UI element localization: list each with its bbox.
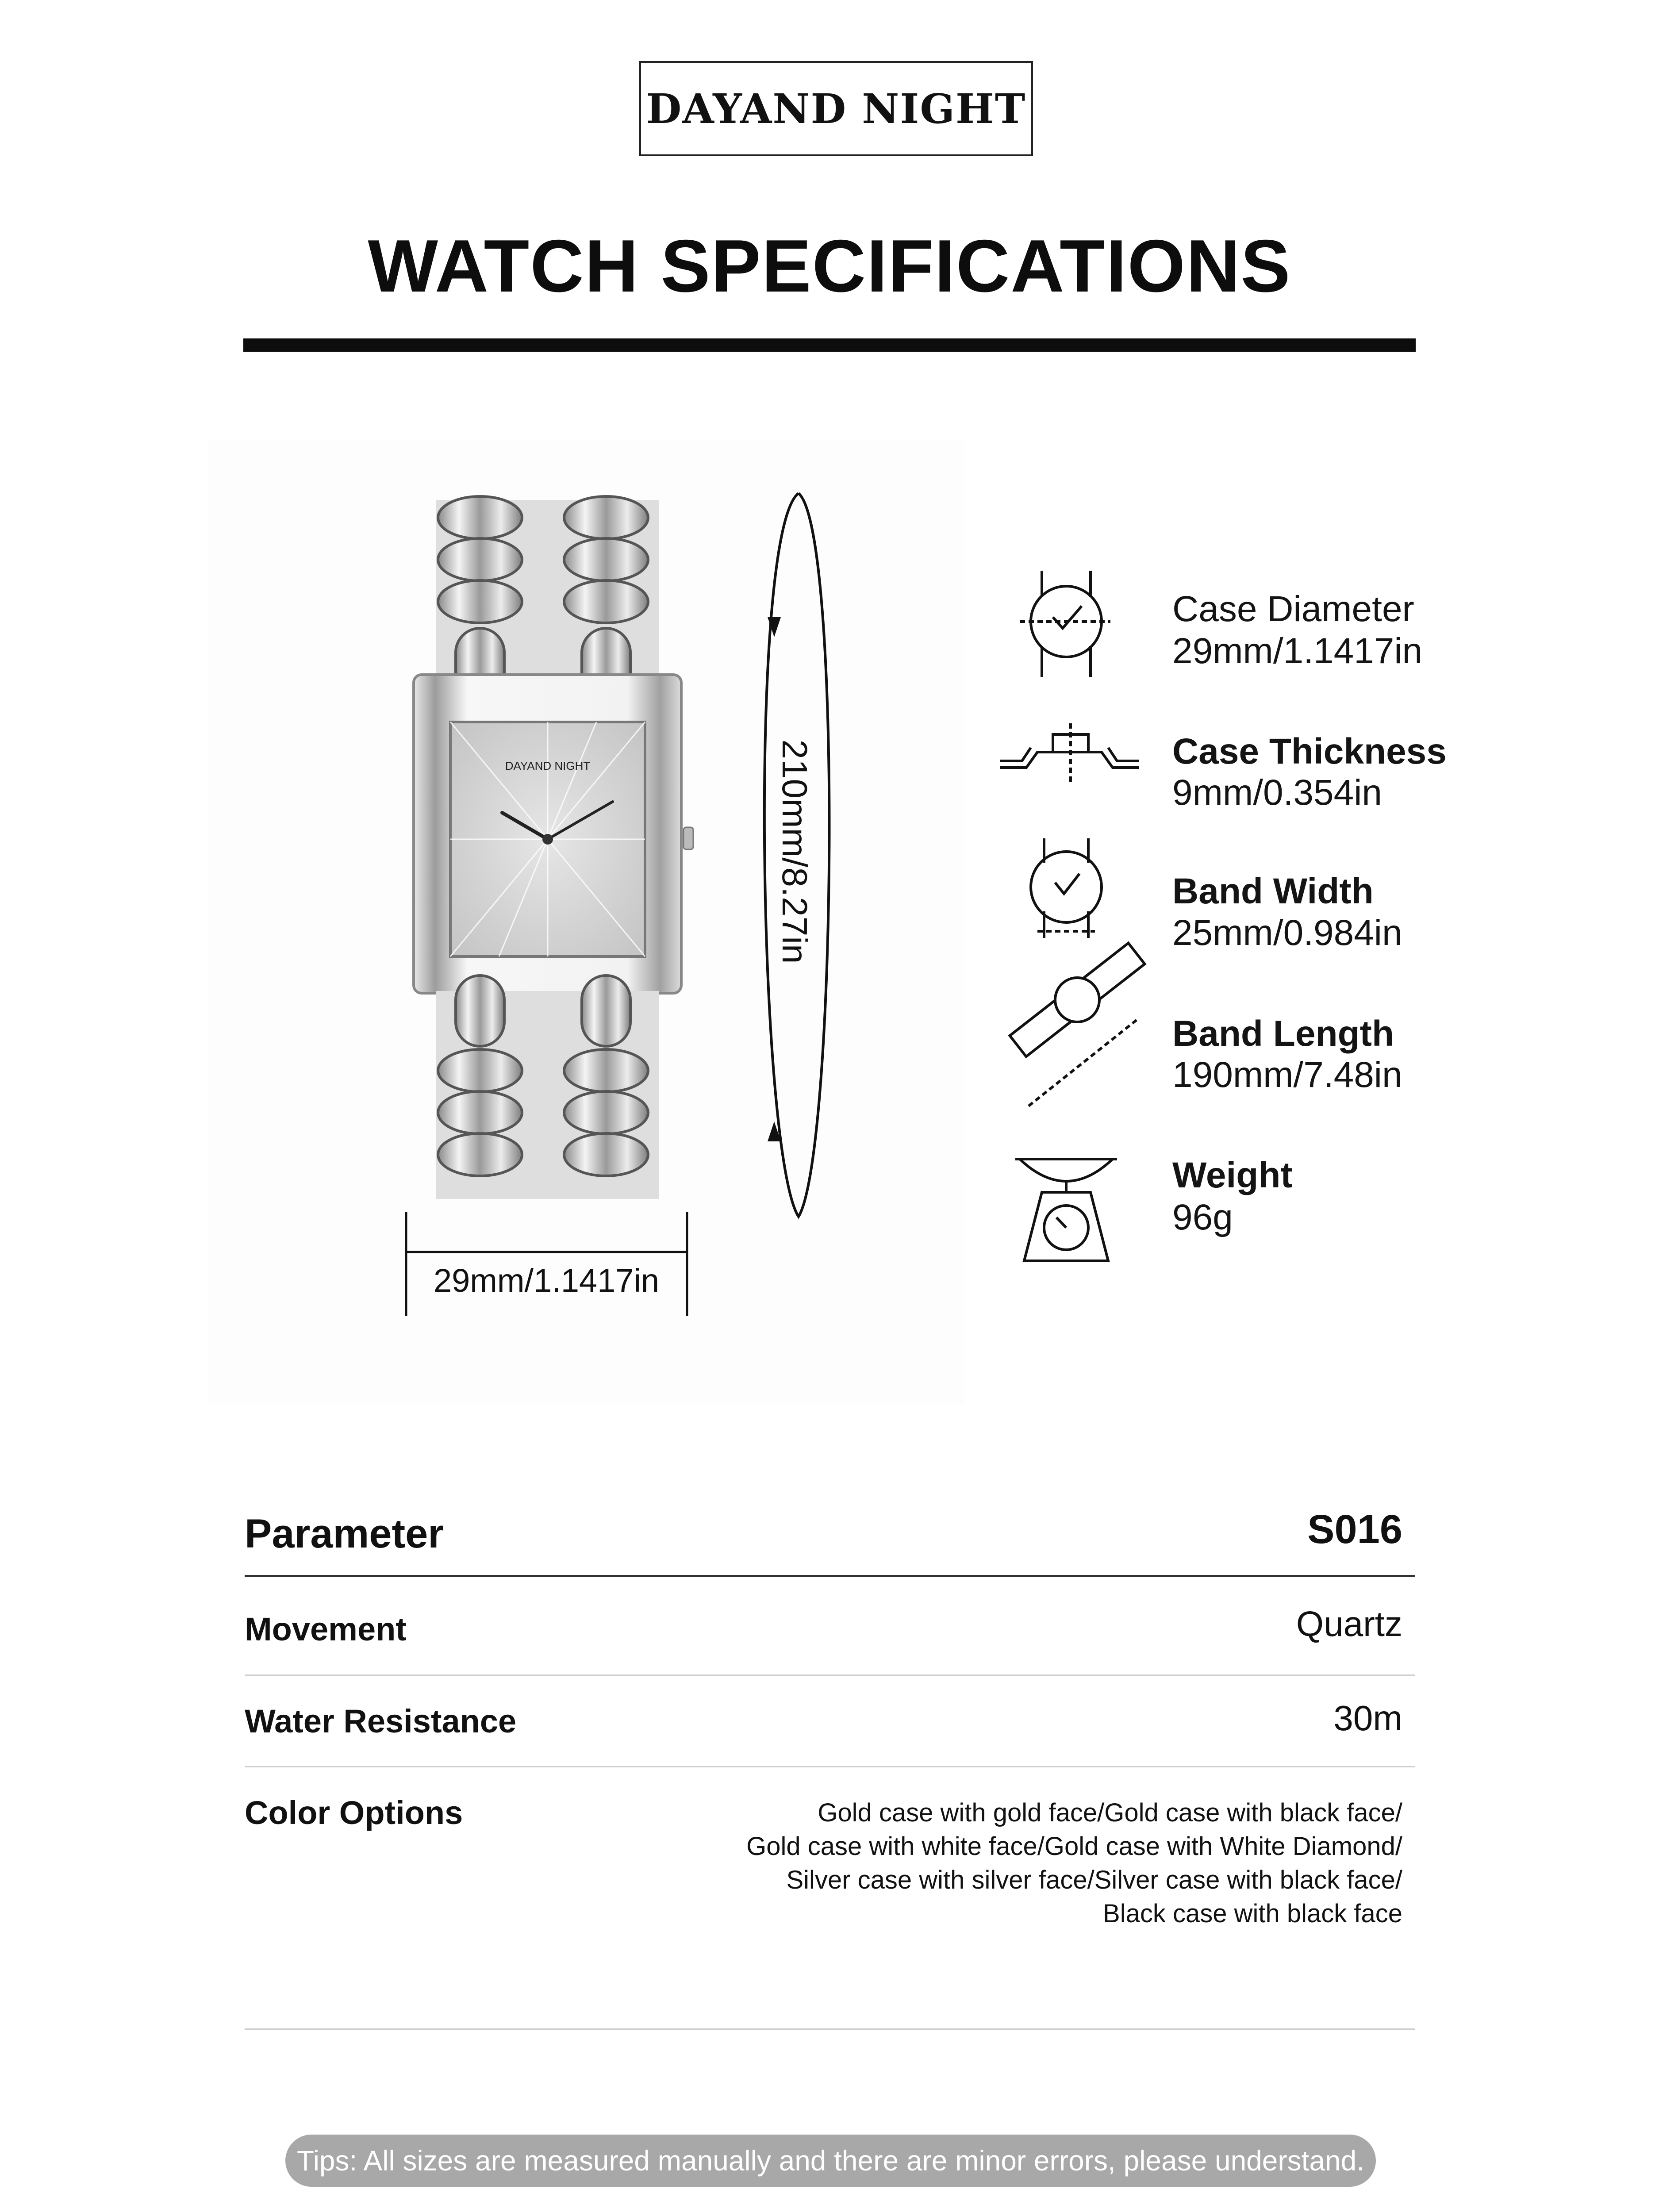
brand-name: DAYAND NIGHT — [646, 84, 1026, 133]
band-length-label: 210mm/8.27in — [775, 739, 814, 964]
table-bottom-rule — [245, 2028, 1415, 2030]
tips-text: Tips: All sizes are measured manually and there are minor errors, please understand. — [296, 2145, 1365, 2177]
row-label-water-resistance: Water Resistance — [245, 1703, 517, 1740]
spec-value-case-thickness: 9mm/0.354in — [1172, 772, 1382, 813]
row-value-color-options — [746, 1796, 1402, 1931]
page-title: WATCH SPECIFICATIONS — [368, 224, 1291, 307]
color-option-line: Black case with black face — [1103, 1899, 1402, 1928]
weight-scale-icon — [1015, 1159, 1117, 1261]
spec-value-case-diameter: 29mm/1.1417in — [1172, 631, 1423, 671]
table-header-model: S016 — [1307, 1507, 1402, 1552]
color-option-line: Gold case with gold face/Gold case with black face/ — [818, 1798, 1402, 1827]
band-length-icon — [1010, 943, 1145, 1106]
watch-crown — [684, 827, 693, 849]
row-value-movement: Quartz — [1296, 1604, 1402, 1644]
spec-value-band-width: 25mm/0.984in — [1172, 913, 1402, 953]
upper-chain-band — [436, 496, 659, 699]
row-value-water-resistance: 30m — [1333, 1698, 1402, 1738]
dial-brand-text: DAYAND NIGHT — [505, 759, 591, 772]
spec-label-case-thickness: Case Thickness — [1172, 731, 1447, 772]
color-option-line: Silver case with silver face/Silver case with black face/ — [786, 1866, 1402, 1894]
band-width-icon — [1031, 838, 1102, 938]
spec-label-band-length: Band Length — [1172, 1014, 1394, 1054]
row-divider — [245, 1674, 1415, 1676]
color-option-line: Gold case with white face/Gold case with White Diamond/ — [746, 1832, 1402, 1861]
table-header-label: Parameter — [245, 1511, 444, 1556]
row-label-color-options: Color Options — [245, 1794, 463, 1831]
spec-value-band-length: 190mm/7.48in — [1172, 1055, 1402, 1095]
table-header-rule — [245, 1575, 1415, 1577]
spec-label-case-diameter: Case Diameter — [1172, 589, 1414, 629]
watch-diameter-icon — [1020, 571, 1110, 677]
tips-banner — [285, 2135, 1376, 2187]
spec-value-weight: 96g — [1172, 1197, 1233, 1237]
row-divider — [245, 1766, 1415, 1767]
spec-label-weight: Weight — [1172, 1155, 1293, 1195]
case-width-label: 29mm/1.1417in — [433, 1262, 660, 1299]
watch-thickness-icon — [1000, 723, 1139, 785]
spec-label-band-width: Band Width — [1172, 871, 1374, 911]
lower-chain-band — [436, 975, 659, 1199]
row-label-movement: Movement — [245, 1611, 407, 1647]
